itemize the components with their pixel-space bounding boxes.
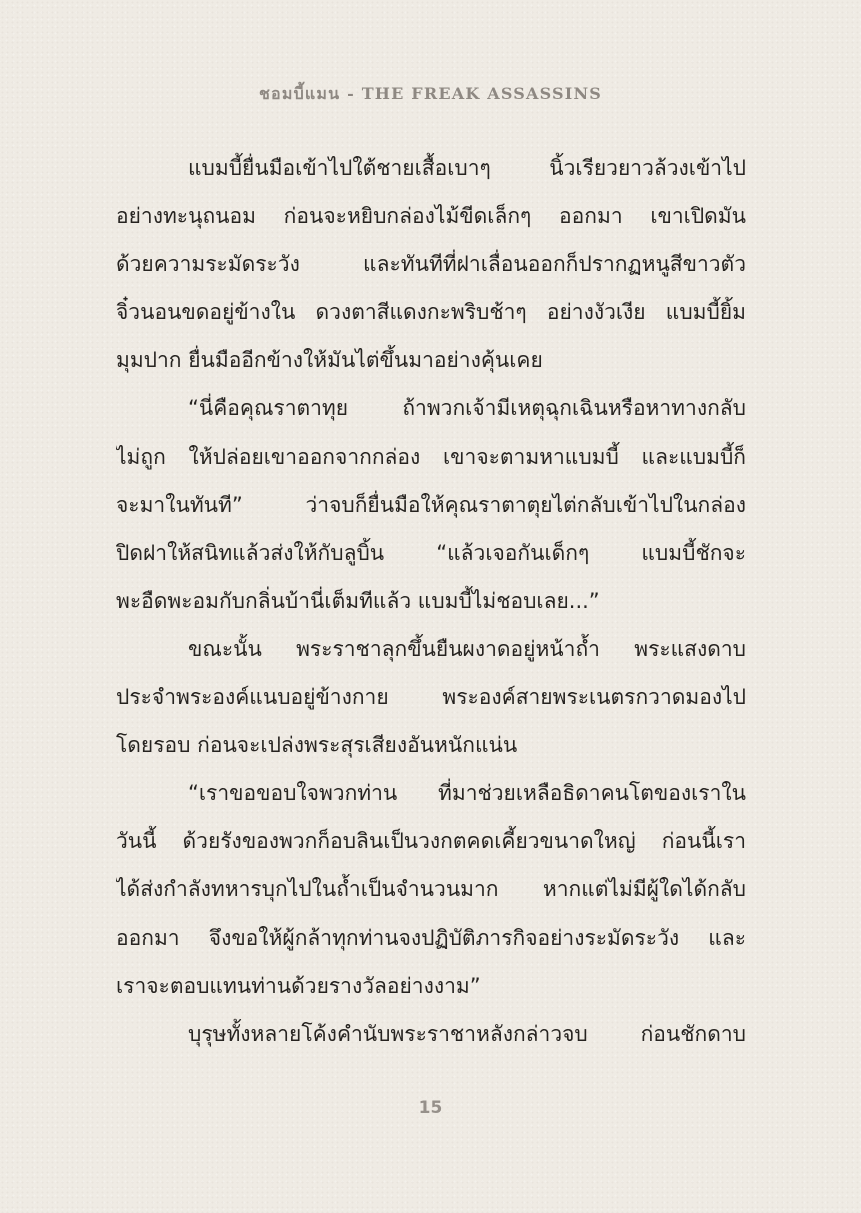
- text-line: ขณะนั้น พระราชาลุกขึ้นยืนผงาดอยู่หน้าถ้ำ พระแสงดาบ: [188, 636, 746, 661]
- text-line: เราจะตอบแทนท่านด้วยรางวัลอย่างงาม”: [116, 973, 481, 998]
- running-header: ชอมบี้แมน - THE FREAK ASSASSINS: [258, 84, 603, 103]
- body-text: [116, 144, 746, 1058]
- text-line: จิ๋วนอนขดอยู่ข้างใน ดวงตาสีแดงกะพริบช้าๆ อย่างงัวเงีย แบมบี้ยิ้ม: [116, 300, 746, 325]
- text-line: จะมาในทันที” ว่าจบก็ยื่นมือให้คุณราตาตุยไต่กลับเข้าไปในกล่อง: [116, 492, 746, 517]
- text-line: แบมบี้ยื่นมือเข้าไปใต้ชายเสื้อเบาๆ นิ้วเรียวยาวล้วงเข้าไป: [188, 156, 746, 180]
- text-line: “นี่คือคุณราตาทุย ถ้าพวกเจ้ามีเหตุฉุกเฉินหรือหาทางกลับ: [188, 396, 746, 421]
- text-line: ปิดฝาให้สนิทแล้วส่งให้กับลูบิ้น “แล้วเจอกันเด็กๆ แบมบี้ชักจะ: [116, 540, 746, 565]
- text-line: ด้วยความระมัดระวัง และทันทีที่ฝาเลื่อนออกก็ปรากฏหนูสีขาวตัว: [116, 252, 746, 277]
- text-line: ประจำพระองค์แนบอยู่ข้างกาย พระองค์สายพระเนตรกวาดมองไป: [116, 685, 746, 710]
- text-line: อย่างทะนุถนอม ก่อนจะหยิบกล่องไม้ขีดเล็กๆ ออกมา เขาเปิดมัน: [116, 204, 746, 229]
- text-line: ออกมา จึงขอให้ผู้กล้าทุกท่านจงปฏิบัติภารกิจอย่างระมัดระวัง และ: [116, 925, 746, 950]
- text-line: พะอืดพะอมกับกลิ่นบ้านี่เต็มทีแล้ว แบมบี้ไม่ชอบเลย...”: [116, 588, 600, 613]
- text-line: บุรุษทั้งหลายโค้งคำนับพระราชาหลังกล่าวจบ ก่อนชักดาบ: [188, 1021, 746, 1046]
- text-line: มุมปาก ยื่นมืออีกข้างให้มันไต่ขึ้นมาอย่างคุ้นเคย: [116, 348, 543, 373]
- text-line: โดยรอบ ก่อนจะเปล่งพระสุรเสียงอันหนักแน่น: [116, 733, 518, 758]
- page-number: 15: [418, 1098, 443, 1118]
- text-line: ไม่ถูก ให้ปล่อยเขาออกจากกล่อง เขาจะตามหาแบมบี้ และแบมบี้ก็: [116, 444, 746, 469]
- text-line: วันนี้ ด้วยรังของพวกก็อบลินเป็นวงกตคดเคี้ยวขนาดใหญ่ ก่อนนี้เรา: [116, 829, 746, 854]
- text-line: ได้ส่งกำลังทหารบุกไปในถ้ำเป็นจำนวนมาก หากแต่ไม่มีผู้ใดได้กลับ: [116, 877, 746, 902]
- text-line: “เราขอขอบใจพวกท่าน ที่มาช่วยเหลือธิดาคนโตของเราใน: [188, 781, 746, 806]
